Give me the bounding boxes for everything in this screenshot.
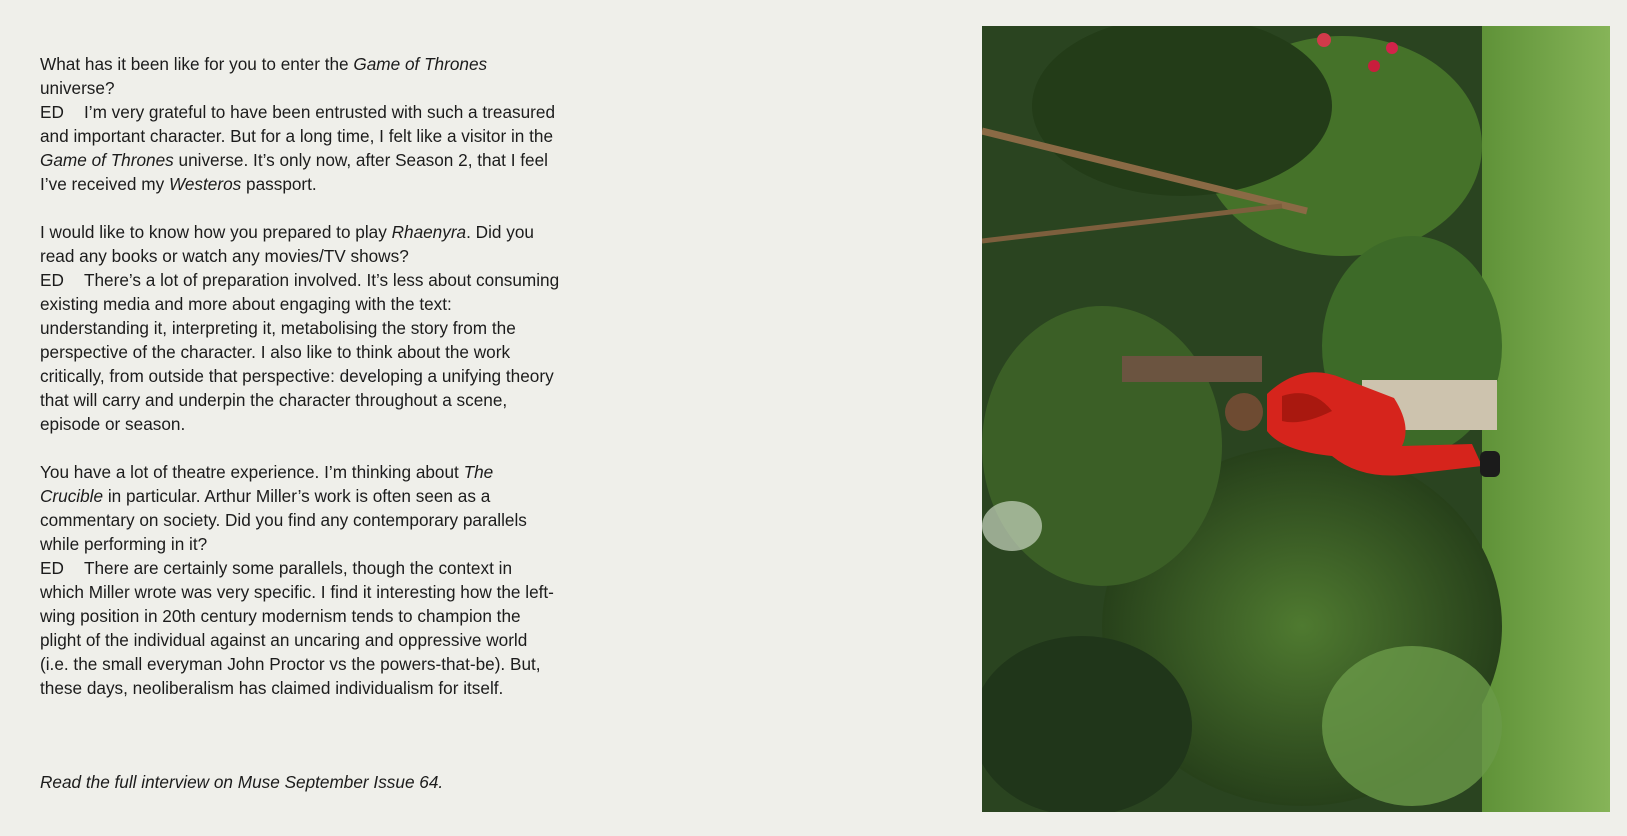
flower xyxy=(1386,42,1398,54)
answer: ED There are certainly some parallels, though the context in which Miller wrote was very specific. I find it interesting how the left-wing position in 20th century modernism tends to champion the plight of the individual against an uncaring and oppressive world (i.e. the small everyman John Proctor vs the powers-that-be). But, these days, neoliberalism has claimed individualism for itself. xyxy=(40,558,554,698)
qa-block xyxy=(40,220,560,436)
garden-photo xyxy=(982,26,1610,812)
question: What has it been like for you to enter the Game of Thrones universe? xyxy=(40,54,488,98)
interview-text xyxy=(40,52,560,724)
speaker-initials: ED xyxy=(40,102,64,122)
question: I would like to know how you prepared to play Rhaenyra. Did you read any books or watch any movies/TV shows? xyxy=(40,222,534,266)
flower xyxy=(1317,33,1331,47)
person-head xyxy=(1225,393,1263,431)
flower xyxy=(1368,60,1380,72)
sky-gap xyxy=(982,501,1042,551)
speaker-initials: ED xyxy=(40,558,64,578)
lawn xyxy=(1482,26,1610,812)
shrub xyxy=(1322,646,1502,806)
question: You have a lot of theatre experience. I’m thinking about The Crucible in particular. Arthur Miller’s work is often seen as a commentary on society. Did you find any contemporary parallels while performing in it? xyxy=(40,462,527,554)
person-boot xyxy=(1480,451,1500,477)
qa-block xyxy=(40,460,560,700)
garden-photo-illustration xyxy=(982,26,1610,812)
tree-trunk xyxy=(1122,356,1262,382)
qa-block xyxy=(40,52,560,196)
answer: ED I’m very grateful to have been entrusted with such a treasured and important character. But for a long time, I felt like a visitor in the Game of Thrones universe. It’s only now, after Season 2, that I feel I’ve received my Westeros passport. xyxy=(40,102,556,194)
footer-note: Read the full interview on Muse September Issue 64. xyxy=(40,772,444,792)
speaker-initials: ED xyxy=(40,270,64,290)
answer: ED There’s a lot of preparation involved. It’s less about consuming existing media and more about engaging with the text: understanding it, interpreting it, metabolising the story from the perspective of the character. I also like to think about the work critically, from outside that perspective: developing a unifying theory that will carry and underpin the character throughout a scene, episode or season. xyxy=(40,270,560,434)
